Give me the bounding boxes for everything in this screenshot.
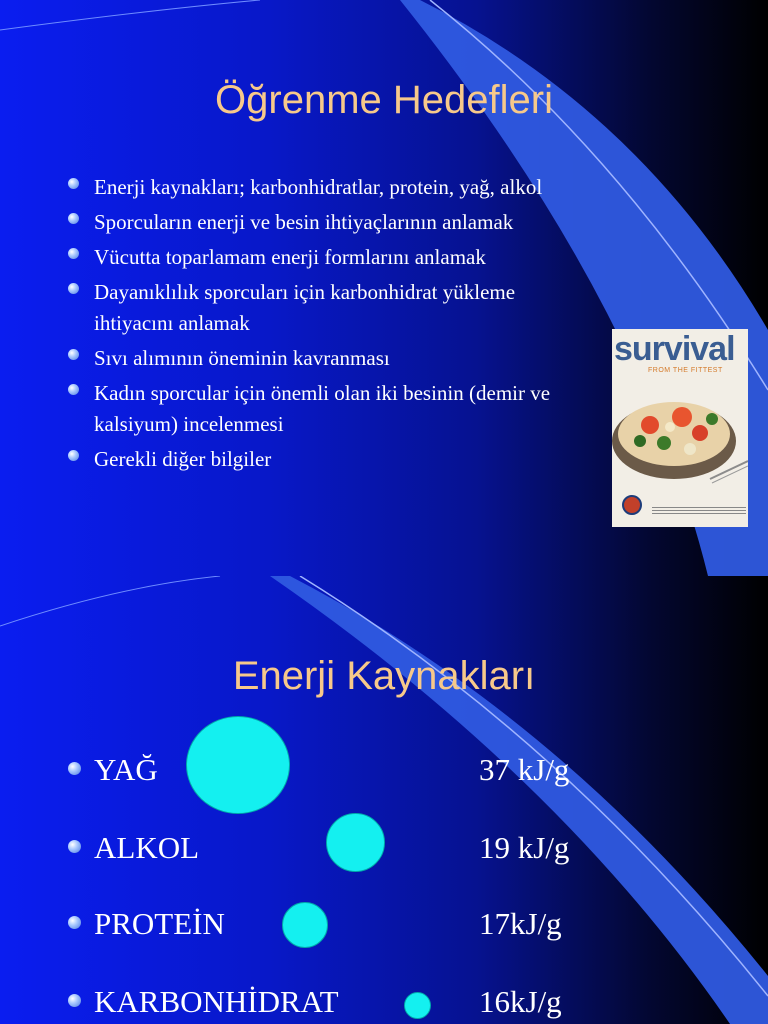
- energy-value: 17kJ/g: [479, 906, 562, 941]
- book-cover-image: [612, 329, 748, 527]
- bullet-icon: [68, 762, 81, 775]
- energy-value: 37 kJ/g: [479, 752, 570, 787]
- book-subtitle: FROM THE FITTEST: [648, 367, 723, 374]
- list-item: Sıvı alımının öneminin kavranması: [68, 343, 588, 374]
- list-item: Enerji kaynakları; karbonhidratlar, protein, yağ, alkol: [68, 172, 588, 203]
- list-item: Kadın sporcular için önemli olan iki besinin (demir ve kalsiyum) incelenmesi: [68, 378, 588, 440]
- book-blurb-lines: [652, 505, 746, 516]
- book-title: survival: [614, 330, 735, 368]
- bullet-icon: [68, 384, 79, 395]
- energy-table: [0, 576, 768, 1024]
- energy-source-name: ALKOL: [94, 830, 200, 865]
- table-row: [0, 984, 768, 1024]
- bullet-icon: [68, 840, 81, 853]
- bullet-icon: [68, 450, 79, 461]
- bullet-icon: [68, 178, 79, 189]
- slide-title: Enerji Kaynakları: [232, 654, 536, 698]
- energy-source-name: PROTEİN: [94, 906, 225, 941]
- list-item: Dayanıklılık sporcuları için karbonhidrat yükleme ihtiyacını anlamak: [68, 277, 588, 339]
- slide-energy-sources: [0, 576, 768, 1024]
- energy-bubble-alcohol: [326, 813, 385, 872]
- bullet-icon: [68, 994, 81, 1007]
- energy-value: 19 kJ/g: [479, 830, 570, 865]
- energy-source-name: KARBONHİDRAT: [94, 984, 339, 1019]
- bullet-icon: [68, 916, 81, 929]
- list-item: Gerekli diğer bilgiler: [68, 444, 588, 475]
- energy-bubble-carbohydrate: [404, 992, 431, 1019]
- energy-value: 16kJ/g: [479, 984, 562, 1019]
- bullet-icon: [68, 213, 79, 224]
- bullet-icon: [68, 248, 79, 259]
- slide-title: Öğrenme Hedefleri: [215, 78, 553, 122]
- list-item: Vücutta toparlamam enerji formlarını anlamak: [68, 242, 588, 273]
- table-row: [0, 906, 768, 946]
- bullet-icon: [68, 283, 79, 294]
- table-row: [0, 752, 768, 792]
- objective-list: [68, 172, 588, 479]
- energy-bubble-fat: [186, 716, 290, 814]
- bullet-icon: [68, 349, 79, 360]
- list-item: Sporcuların enerji ve besin ihtiyaçlarının anlamak: [68, 207, 588, 238]
- energy-source-name: YAĞ: [94, 752, 158, 787]
- energy-bubble-protein: [282, 902, 328, 948]
- publisher-logo: [622, 495, 642, 515]
